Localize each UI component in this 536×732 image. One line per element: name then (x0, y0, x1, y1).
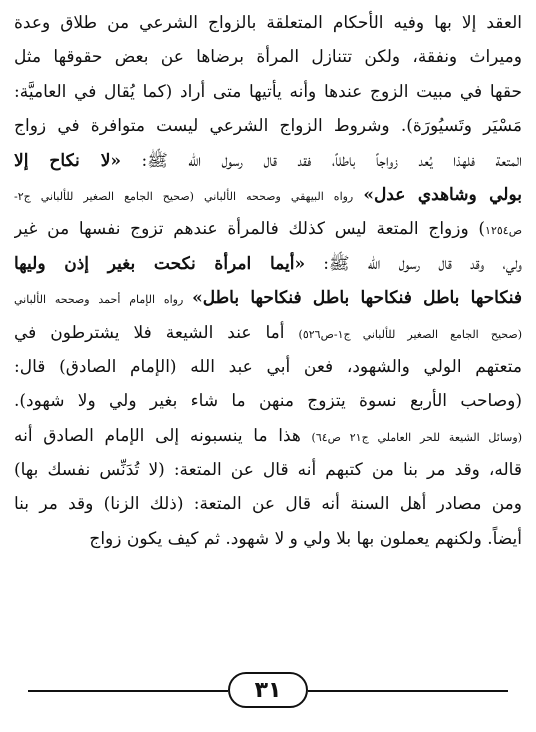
text-line (14, 350, 522, 384)
text-segment: ولي، وقد قال رسول الله ﷺ: (305, 253, 522, 274)
text-line (14, 453, 522, 487)
text-segment: ص١٢٥٤ (485, 224, 522, 238)
text-segment: المتعة فلهذا يُعد زواجاً باطلاً، فقد قال رسول الله ﷺ: (121, 150, 522, 171)
text-segment: ) وزواج المتعة ليس كذلك فالمرأة عندهم تزوج نفسها من غير (14, 219, 486, 240)
text-segment: بولي وشاهدي عدل» (363, 184, 522, 205)
text-segment: أما عند الشيعة فلا يشترطون في (14, 322, 299, 343)
text-segment: حقها في مبيت الزوج عندها وأنه يأتيها متى أراد (كما يُقال في العاميَّة: (14, 81, 522, 102)
text-segment: قاله، وقد مر بنا من كتبهم أنه قال عن المتعة: (لا تُدَنِّس نفسك بها) (14, 460, 522, 481)
page-footer (0, 660, 536, 720)
text-line (14, 316, 522, 350)
text-segment: (وسائل الشيعة للحر العاملي ج٢١ ص٦٤) (311, 430, 522, 444)
body-text (14, 6, 522, 556)
text-line (14, 522, 522, 556)
page-number-frame (228, 672, 308, 708)
page-number: ٣١ (254, 677, 282, 703)
text-line (14, 419, 522, 453)
text-segment: فنكاحها باطل فنكاحها باطل فنكاحها باطل» (192, 288, 522, 309)
text-segment: هذا ما ينسبونه إلى الإمام الصادق أنه (14, 425, 312, 446)
text-segment: متعتهم الولي والشهود، فعن أبي عبد الله (الإمام الصادق) قال: (14, 356, 522, 377)
text-line (14, 144, 522, 178)
footer-rule-right (308, 690, 508, 692)
text-segment: (وصاحب الأربع نسوة يتزوج منهن ما شاء بغير ولي ولا شهود). (14, 391, 522, 412)
text-line (14, 75, 522, 109)
text-segment: رواه البيهقي وصححه الألباني (صحيح الجامع الصغير للألباني ج٢- (14, 189, 364, 203)
text-segment: العقد إلا بها وفيه الأحكام المتعلقة بالزواج الشرعي من طلاق وعدة (14, 13, 522, 33)
text-segment: (صحيح الجامع الصغير للألباني ج١-ص٥٢٦) (298, 327, 522, 341)
text-segment: ومن مصادر أهل السنة أنه قال عن المتعة: (ذلك الزنا) وقد مر بنا (14, 494, 522, 515)
text-line (14, 487, 522, 521)
text-segment: وميراث ونفقة، ولكن تتنازل المرأة برضاها عن بعض حقوقها مثل (14, 47, 522, 68)
text-line (14, 6, 522, 40)
text-line (14, 384, 522, 418)
text-line (14, 212, 522, 246)
text-line (14, 178, 522, 212)
text-segment: رواه الإمام أحمد وصححه الألباني (14, 293, 193, 307)
text-segment: «لا نكاح إلا (14, 150, 122, 171)
text-segment: أيضاً. ولكنهم يعملون بها بلا ولي و لا شهود. ثم كيف يكون زواج (89, 528, 522, 549)
footer-rule-left (28, 690, 228, 692)
text-line (14, 109, 522, 143)
text-line (14, 40, 522, 74)
text-segment: مَسْيَر وتَسيُورَة). وشروط الزواج الشرعي ليست متوافرة في زواج (14, 116, 522, 137)
text-segment: «أيما امرأة نكحت بغير إذن وليها (14, 253, 306, 274)
text-line (14, 247, 522, 281)
text-line (14, 281, 522, 315)
